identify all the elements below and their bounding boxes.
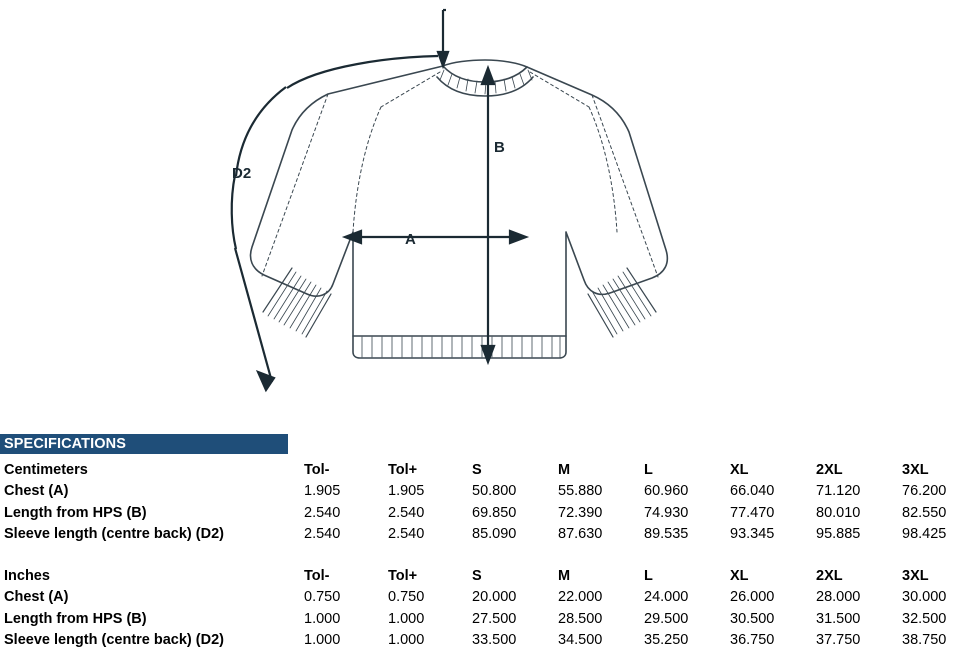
row-label-length-hps: Length from HPS (B)	[4, 610, 147, 627]
cell-value: 37.750	[816, 632, 861, 648]
cell-value: 0.750	[304, 589, 341, 605]
cell-value: 1.000	[388, 632, 425, 648]
row-label-chest: Chest (A)	[4, 589, 69, 605]
size-table-centimeters	[0, 456, 960, 542]
cell-value: 1.000	[388, 610, 425, 627]
cell-value: 36.750	[730, 632, 775, 648]
column-header-xl: XL	[730, 461, 749, 478]
cell-value: 74.930	[644, 504, 689, 521]
cell-value: 31.500	[816, 610, 861, 627]
cell-value: 89.535	[644, 526, 689, 542]
size-table-inches	[0, 562, 960, 648]
cell-value: 28.000	[816, 589, 861, 605]
cell-value: 1.000	[304, 632, 341, 648]
table-row	[0, 584, 960, 606]
column-header-l: L	[644, 461, 653, 478]
row-label-sleeve-length: Sleeve length (centre back) (D2)	[4, 526, 224, 542]
measure-label-a: A	[405, 231, 416, 248]
table-header-row	[0, 562, 960, 584]
cell-value: 30.500	[730, 610, 775, 627]
cell-value: 38.750	[902, 632, 947, 648]
cell-value: 95.885	[816, 526, 861, 542]
cell-value: 29.500	[644, 610, 689, 627]
cell-value: 2.540	[304, 526, 341, 542]
column-header-xl: XL	[730, 567, 749, 584]
cell-value: 1.905	[388, 483, 425, 499]
column-header-tol-minus: Tol-	[304, 567, 330, 584]
measure-label-b: B	[494, 139, 505, 156]
table-row	[0, 499, 960, 521]
cell-value: 87.630	[558, 526, 603, 542]
cell-value: 26.000	[730, 589, 775, 605]
cell-value: 1.905	[304, 483, 341, 499]
cell-value: 33.500	[472, 632, 517, 648]
cell-value: 66.040	[730, 483, 775, 499]
row-label-chest: Chest (A)	[4, 483, 69, 499]
cell-value: 98.425	[902, 526, 947, 542]
table-header-row	[0, 456, 960, 478]
cell-value: 34.500	[558, 632, 603, 648]
cell-value: 24.000	[644, 589, 689, 605]
column-header-l: L	[644, 567, 653, 584]
table-row	[0, 478, 960, 500]
measure-label-d2: D2	[232, 165, 252, 182]
cell-value: 0.750	[388, 589, 425, 605]
unit-label-inches: Inches	[4, 567, 50, 584]
specifications-section	[0, 434, 960, 648]
cell-value: 80.010	[816, 504, 861, 521]
cell-value: 72.390	[558, 504, 603, 521]
cell-value: 32.500	[902, 610, 947, 627]
cell-value: 71.120	[816, 483, 861, 499]
column-header-tol-minus: Tol-	[304, 461, 330, 478]
cell-value: 2.540	[388, 504, 425, 521]
cell-value: 77.470	[730, 504, 775, 521]
unit-label-cm: Centimeters	[4, 461, 88, 478]
cell-value: 30.000	[902, 589, 947, 605]
specifications-title: SPECIFICATIONS	[0, 434, 288, 454]
cell-value: 55.880	[558, 483, 603, 499]
column-header-s: S	[472, 461, 482, 478]
cell-value: 1.000	[304, 610, 341, 627]
column-header-m: M	[558, 461, 571, 478]
cell-value: 76.200	[902, 483, 947, 499]
cell-value: 22.000	[558, 589, 603, 605]
cell-value: 60.960	[644, 483, 689, 499]
cell-value: 28.500	[558, 610, 603, 627]
cell-value: 35.250	[644, 632, 689, 648]
cell-value: 50.800	[472, 483, 517, 499]
cell-value: 20.000	[472, 589, 517, 605]
column-header-3xl: 3XL	[902, 461, 929, 478]
cell-value: 2.540	[304, 504, 341, 521]
column-header-2xl: 2XL	[816, 567, 843, 584]
table-row	[0, 605, 960, 627]
column-header-s: S	[472, 567, 482, 584]
cell-value: 85.090	[472, 526, 517, 542]
column-header-tol-plus: Tol+	[388, 567, 418, 584]
cell-value: 2.540	[388, 526, 425, 542]
column-header-2xl: 2XL	[816, 461, 843, 478]
column-header-m: M	[558, 567, 571, 584]
cell-value: 27.500	[472, 610, 517, 627]
column-header-tol-plus: Tol+	[388, 461, 418, 478]
cell-value: 69.850	[472, 504, 517, 521]
cell-value: 93.345	[730, 526, 775, 542]
row-label-sleeve-length: Sleeve length (centre back) (D2)	[4, 632, 224, 648]
column-header-3xl: 3XL	[902, 567, 929, 584]
table-row	[0, 521, 960, 543]
table-row	[0, 627, 960, 648]
row-label-length-hps: Length from HPS (B)	[4, 504, 147, 521]
cell-value: 82.550	[902, 504, 947, 521]
